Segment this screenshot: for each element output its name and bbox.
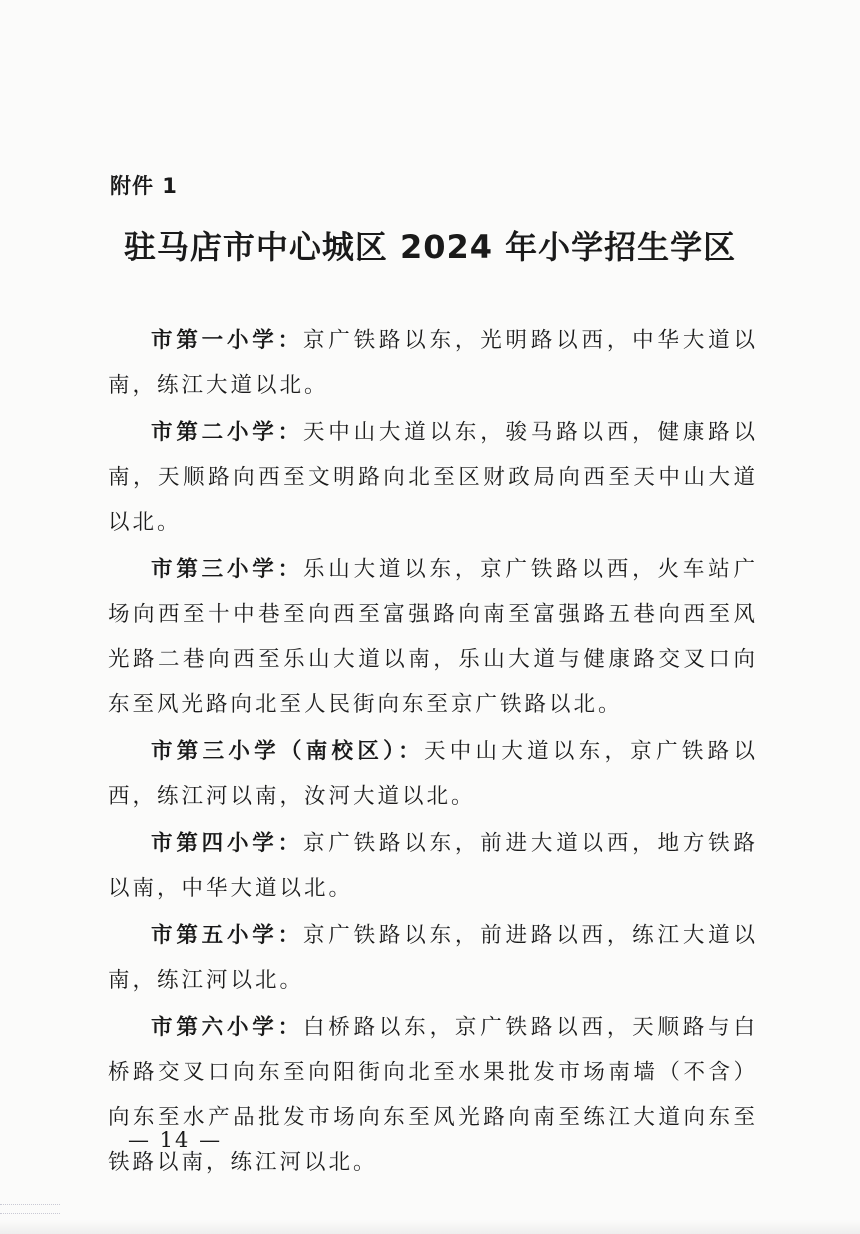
zone-description: 乐山大道以东，京广铁路以西，火车站广场向西至十中巷至向西至富强路向南至富强路五巷向西至风光路二巷向西至乐山大道以南，乐山大道与健康路交叉口向东至风光路向北至人民街向东至京广铁路以北。: [108, 557, 758, 717]
zone-paragraph: [108, 913, 758, 1003]
zone-paragraph: [108, 547, 758, 727]
attachment-label: 附件 1: [110, 174, 178, 198]
zone-description: 天中山大道以东，骏马路以西，健康路以南，天顺路向西至文明路向北至区财政局向西至天中山大道以北。: [108, 420, 758, 535]
school-name: 市第二小学：: [151, 420, 303, 445]
scan-edge: [0, 1220, 860, 1234]
scan-mark: [0, 1204, 60, 1214]
zone-paragraph: [108, 410, 758, 545]
page-title: 驻马店市中心城区 2024 年小学招生学区: [123, 228, 737, 266]
zone-description: 京广铁路以东，前进路以西，练江大道以南，练江河以北。: [108, 923, 758, 993]
zone-paragraph: [108, 821, 758, 911]
school-name: 市第三小学（南校区）：: [151, 739, 424, 764]
zone-paragraph: [108, 1005, 758, 1185]
school-name: 市第六小学：: [151, 1015, 303, 1040]
school-name: 市第一小学：: [151, 328, 303, 353]
zone-list: [108, 318, 758, 1187]
school-name: 市第三小学：: [151, 557, 303, 582]
zone-description: 京广铁路以东，光明路以西，中华大道以南，练江大道以北。: [108, 328, 758, 398]
zone-description: 京广铁路以东，前进大道以西，地方铁路以南，中华大道以北。: [108, 831, 758, 901]
zone-description: 天中山大道以东，京广铁路以西，练江河以南，汝河大道以北。: [108, 739, 758, 809]
school-name: 市第五小学：: [151, 923, 303, 948]
school-name: 市第四小学：: [151, 831, 303, 856]
zone-description: 白桥路以东，京广铁路以西，天顺路与白桥路交叉口向东至向阳街向北至水果批发市场南墙（不含）向东至水产品批发市场向东至风光路向南至练江大道向东至铁路以南，练江河以北。: [108, 1015, 758, 1175]
zone-paragraph: [108, 729, 758, 819]
page-number: — 14 —: [128, 1128, 223, 1152]
zone-paragraph: [108, 318, 758, 408]
